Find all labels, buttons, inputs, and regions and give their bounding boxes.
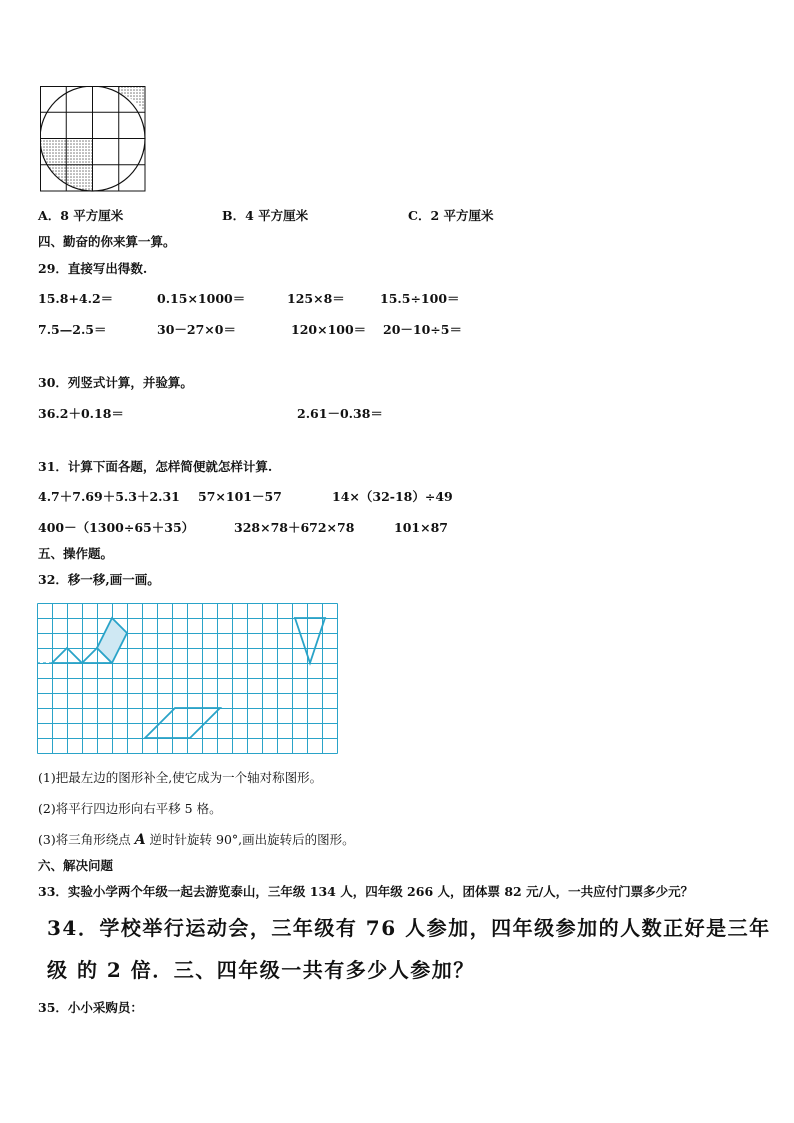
q34-line2: 级 的 2 倍．三、四年级一共有多少人参加？ [47,958,475,982]
triangle-shape [295,618,325,663]
q32-sub3: (3)将三角形绕点 A 逆时针旋转 90°,画出旋转后的图形。 [38,832,355,848]
q34-line1: 34．学校举行运动会，三年级有 76 人参加，四年级参加的人数正好是三年 [47,916,771,940]
q32-sub1: (1)把最左边的图形补全,使它成为一个轴对称图形。 [38,770,323,785]
q29-title: 29．直接写出得数. [38,261,148,276]
q33-text: 33．实验小学两个年级一起去游览泰山，三年级 134 人，四年级 266 人，团体票 82 元/人，一共应付门票多少元？ [38,884,694,899]
transform-grid-figure [37,603,343,755]
choice-a: A．8 平方厘米 [38,208,124,223]
left-kite-shape [97,618,127,663]
q31-item: 400－（1300÷65＋35） [38,520,195,535]
q29-item: 20－10÷5＝ [383,322,462,337]
q31-item: 57×101－57 [198,489,282,504]
section-4-heading: 四、勤奋的你来算一算。 [38,234,176,249]
q29-item: 15.5÷100＝ [380,291,460,306]
q32-sub2: (2)将平行四边形向右平移 5 格。 [38,801,222,816]
grid-lines [38,604,338,754]
q31-item: 4.7＋7.69＋5.3＋2.31 [38,489,180,504]
section-5-heading: 五、操作题。 [38,546,114,561]
q31-item: 101×87 [394,520,448,535]
q29-item: 7.5—2.5＝ [38,322,107,337]
q30-item: 36.2＋0.18＝ [38,406,124,421]
q32-title: 32．移一移,画一画。 [38,572,160,587]
q30-title: 30．列竖式计算，并验算。 [38,375,193,390]
point-a-label: A [134,832,146,848]
q31-title: 31．计算下面各题，怎样简便就怎样计算. [38,459,273,474]
q31-item: 328×78＋672×78 [234,520,355,535]
q31-item: 14×（32-18）÷49 [332,489,453,504]
q29-item: 120×100＝ [291,322,367,337]
section-6-heading: 六、解决问题 [38,858,114,873]
choice-c: C．2 平方厘米 [408,208,494,223]
q29-item: 0.15×1000＝ [157,291,246,306]
q35-text: 35．小小采购员： [38,1000,143,1015]
q29-item: 15.8+4.2＝ [38,291,114,306]
choice-b: B．4 平方厘米 [222,208,309,223]
circle-grid-figure [40,86,148,192]
q29-item: 30－27×0＝ [157,322,236,337]
q29-item: 125×8＝ [287,291,345,306]
q30-item: 2.61－0.38＝ [297,406,383,421]
